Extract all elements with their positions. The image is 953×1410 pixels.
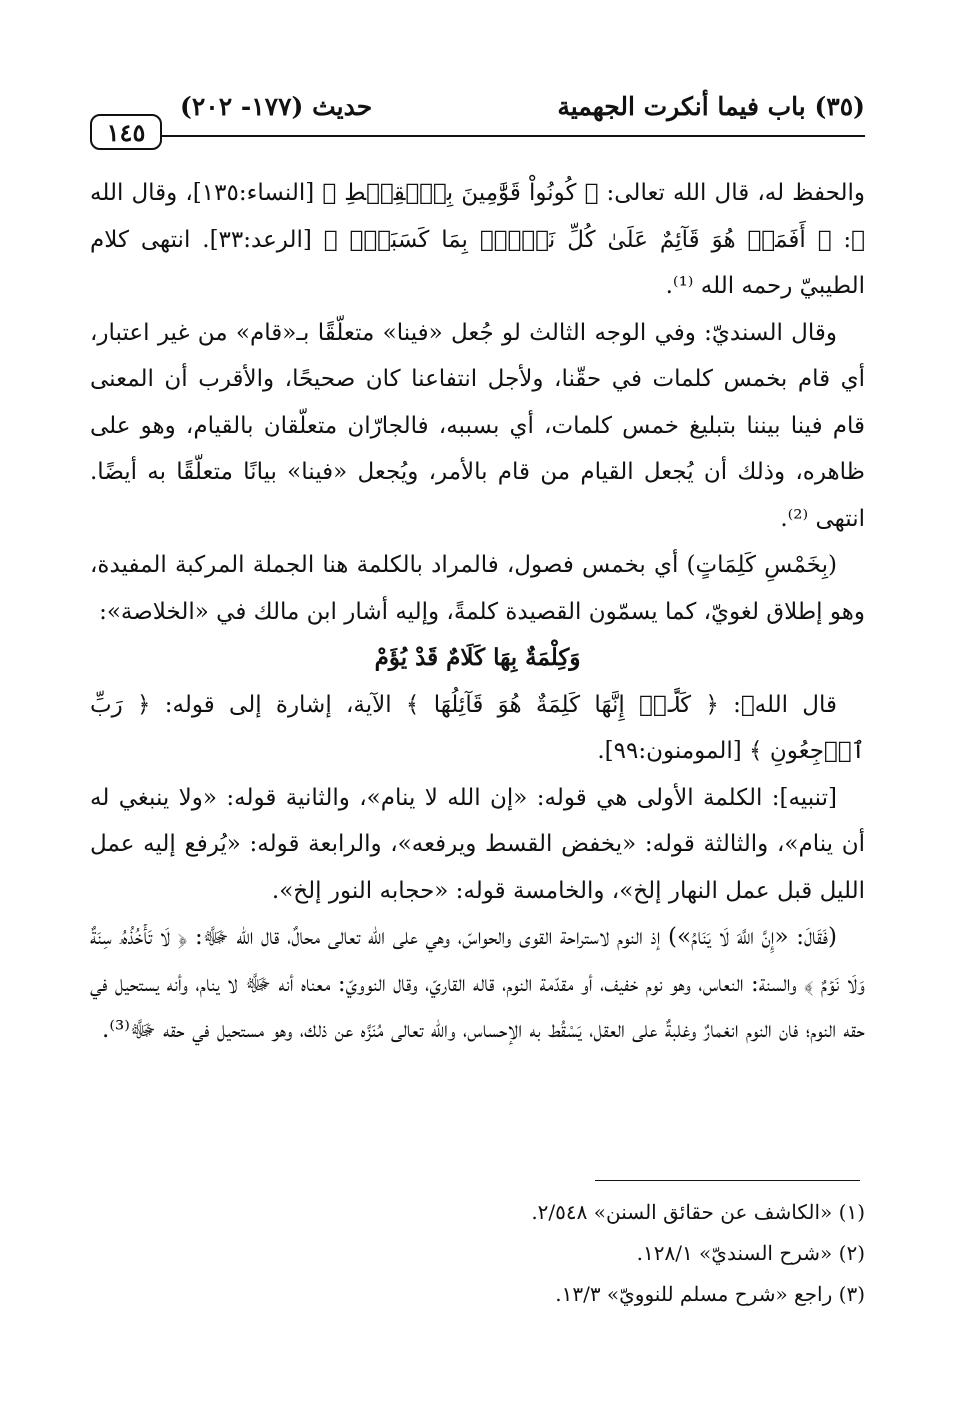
body-text bbox=[90, 170, 865, 1054]
paragraph-2: وقال السنديّ: وفي الوجه الثالث لو جُعل «فينا» متعلّقًا بـ«قام» من غير اعتبار، أي قام بخمس كلمات في حقّنا، ولأجل انتفاعنا كان صحيحًا، والأقرب أن المعنى قام فينا بيننا بتبليغ خمس كلمات، أي بسببه، فالجارّان متعلّقان بالقيام، وهو على ظاهره، وذلك أن يُجعل القيام من قام بالأمر، ويُجعل «فينا» بيانًا متعلّقًا به أيضًا. انتهى ⁽²⁾. bbox=[90, 319, 865, 532]
footnote-3: (٣) راجع «شرح مسلم للنوويّ» ١٣/٣. bbox=[555, 1282, 865, 1306]
hadith-range: حديث (١٧٧- ٢٠٢) bbox=[180, 92, 373, 121]
poetry-verse: وَكِلْمَةٌ بِهَا كَلَامٌ قَدْ يُؤَمْ bbox=[374, 644, 581, 671]
footnotes-divider bbox=[595, 1180, 860, 1181]
footnotes bbox=[90, 1192, 865, 1315]
paragraph-3: (بِخَمْسِ كَلِمَاتٍ) أي بخمس فصول، فالمراد بالكلمة هنا الجملة المركبة المفيدة، وهو إطلاق لغويّ، كما يسمّون القصيدة كلمةً، وإليه أشار ابن مالك في «الخلاصة»: bbox=[90, 552, 865, 625]
header-rule bbox=[160, 135, 865, 137]
page-header bbox=[90, 92, 865, 152]
footnote-1: (١) «الكاشف عن حقائق السنن» ٢/٥٤٨. bbox=[531, 1200, 865, 1224]
page-number: ١٤٥ bbox=[90, 114, 162, 150]
chapter-title: (٣٥) باب فيما أنكرت الجهمية bbox=[557, 92, 865, 121]
paragraph-4: قال اللهﷻ: ﴿ كَلَّآۚ إِنَّهَا كَلِمَةٌ هُوَ قَآئِلُهَا ﴾ الآية، إشارة إلى قوله: ﴿ رَبِّ ٱرۡجِعُونِ ﴾ [المومنون:٩٩]. bbox=[90, 691, 865, 764]
footnote-2: (٢) «شرح السنديّ» ١٢٨/١. bbox=[636, 1241, 865, 1265]
paragraph-6: (فَقَالَ: «إِنَّ اللَّهَ لَا يَنَامُ») إذ النوم لاستراحة القوى والحواسّ، وهي على الله تعالى محالٌ، قال الله ﷻ: ﴿ لَا تَأۡخُذُهُۥ سِنَةٌ وَلَا نَوۡمٌ ﴾ والسنة: النعاس، وهو نوم خفيف، أو مقدّمة النوم، قاله القاريّ، وقال النوويّ: معناه أنه ﷻ لا ينام، وأنه يستحيل في حقه النوم؛ فان النوم انغمارٌ وغلبةٌ على العقل، يَسْقُط به الإحساس، والله تعالى مُنَزَّه عن ذلك، وهو مستحيل في حقه ﷻ⁽³⁾. bbox=[90, 924, 865, 1043]
paragraph-5: [تنبيه]: الكلمة الأولى هي قوله: «إن الله لا ينام»، والثانية قوله: «ولا ينبغي له أن ينام»، والثالثة قوله: «يخفض القسط ويرفعه»، والرابعة قوله: «يُرفع إليه عمل الليل قبل عمل النهار إلخ»، والخامسة قوله: «حجابه النور إلخ». bbox=[90, 784, 865, 904]
paragraph-1: والحفظ له، قال الله تعالى: ﴿ كُونُواْ قَوَّٰمِينَ بِٱلۡقِسۡطِ ﴾ [النساء:١٣٥]، وقال الله ﷻ: ﴿ أَفَمَنۡ هُوَ قَآئِمٌ عَلَىٰ كُلِّ نَفۡسِۢ بِمَا كَسَبَتۡۗ ﴾ [الرعد:٣٣]. انتهى كلام الطيبيّ رحمه الله ⁽¹⁾. bbox=[90, 180, 866, 299]
